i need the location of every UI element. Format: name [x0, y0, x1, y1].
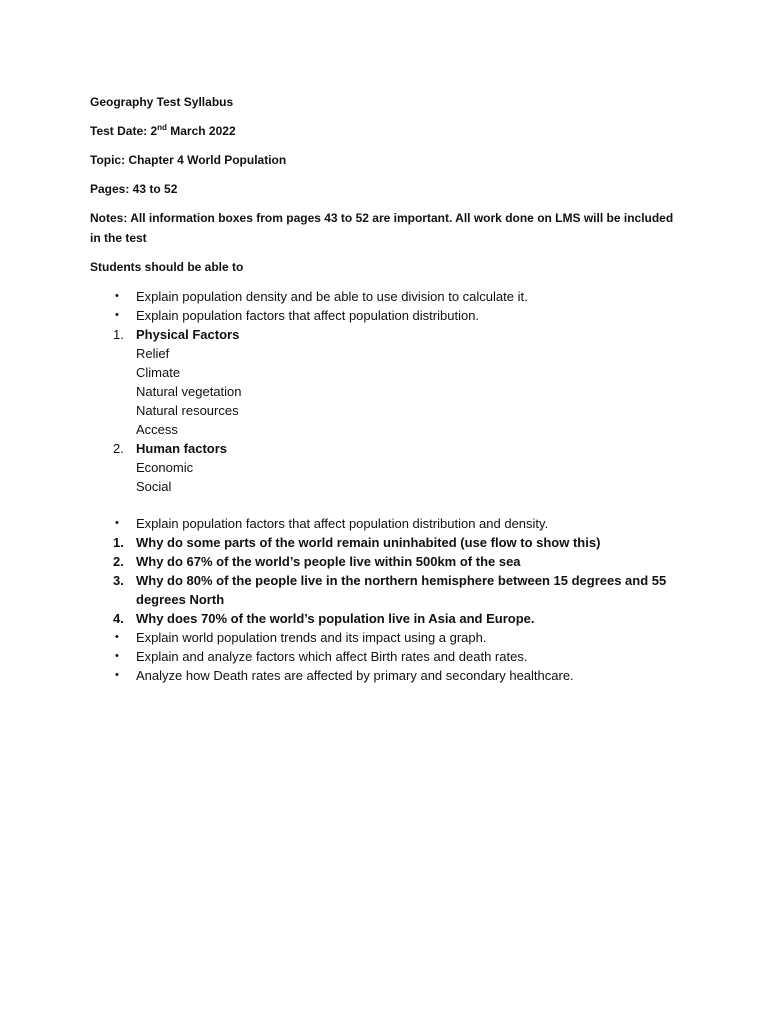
- list-number: 4.: [113, 611, 124, 626]
- sub-item-text: Access: [136, 422, 178, 437]
- list-item-text: Explain population density and be able to use division to calculate it.: [136, 289, 528, 304]
- topic: Topic: Chapter 4 World Population: [90, 153, 287, 167]
- list-item-text: Explain and analyze factors which affect Birth rates and death rates.: [136, 649, 528, 664]
- human-factors-heading: [0, 439, 768, 458]
- bullet-icon: •: [115, 309, 119, 321]
- list-item: [0, 306, 768, 325]
- question-text: Why do 67% of the world’s people live within 500km of the sea: [136, 554, 521, 569]
- test-date-prefix: Test Date: 2: [90, 124, 158, 138]
- bullet-icon: •: [115, 631, 119, 643]
- test-date-superscript: nd: [157, 123, 167, 132]
- sub-item-text: Climate: [136, 365, 181, 380]
- list-item-text: Explain population factors that affect population distribution.: [136, 308, 480, 323]
- sub-item: [0, 401, 768, 420]
- objectives-list-2: [0, 514, 768, 685]
- list-item-text: Analyze how Death rates are affected by primary and secondary healthcare.: [136, 668, 574, 683]
- sub-item-text: Natural resources: [136, 403, 239, 418]
- list-item-text: Explain population factors that affect population distribution and density.: [136, 516, 549, 531]
- question-item: [0, 533, 768, 552]
- list-item-text: Physical Factors: [136, 327, 240, 342]
- list-item-text: Human factors: [136, 441, 228, 456]
- list-number: 1.: [113, 327, 124, 342]
- sub-item-text: Relief: [136, 346, 170, 361]
- question-text: Why do some parts of the world remain uninhabited (use flow to show this): [136, 535, 601, 550]
- sub-item-text: Social: [136, 479, 172, 494]
- list-number: 2.: [113, 554, 124, 569]
- physical-factors-heading: [0, 325, 768, 344]
- list-item: [0, 666, 768, 685]
- bullet-icon: •: [115, 650, 119, 662]
- test-date: [90, 121, 236, 141]
- test-date-suffix: March 2022: [166, 124, 236, 138]
- sub-item-text: Natural vegetation: [136, 384, 242, 399]
- question-item: [0, 552, 768, 571]
- question-text: Why does 70% of the world’s population live in Asia and Europe.: [136, 611, 535, 626]
- sub-item-text: Economic: [136, 460, 194, 475]
- students-intro: Students should be able to: [90, 260, 244, 274]
- bullet-icon: •: [115, 669, 119, 681]
- document-title: Geography Test Syllabus: [90, 95, 234, 109]
- bullet-icon: •: [115, 290, 119, 302]
- objectives-list-1: [0, 287, 768, 496]
- list-number: 3.: [113, 573, 124, 588]
- sub-item: [0, 458, 768, 477]
- sub-item: [0, 382, 768, 401]
- sub-item: [0, 363, 768, 382]
- list-item: [0, 628, 768, 647]
- list-item: [0, 514, 768, 533]
- pages: Pages: 43 to 52: [90, 182, 178, 196]
- list-item: [0, 647, 768, 666]
- list-number: 1.: [113, 535, 124, 550]
- question-item: [0, 609, 768, 628]
- list-number: 2.: [113, 441, 124, 456]
- question-item: [0, 571, 768, 609]
- sub-item: [0, 344, 768, 363]
- sub-item: [0, 477, 768, 496]
- question-text: Why do 80% of the people live in the northern hemisphere between 15 degrees and 55 degrees North: [136, 573, 667, 607]
- bullet-icon: •: [115, 517, 119, 529]
- sub-item: [0, 420, 768, 439]
- list-item: [0, 287, 768, 306]
- notes: Notes: All information boxes from pages 43 to 52 are important. All work done on LMS will be included in the test: [90, 211, 674, 245]
- list-item-text: Explain world population trends and its impact using a graph.: [136, 630, 487, 645]
